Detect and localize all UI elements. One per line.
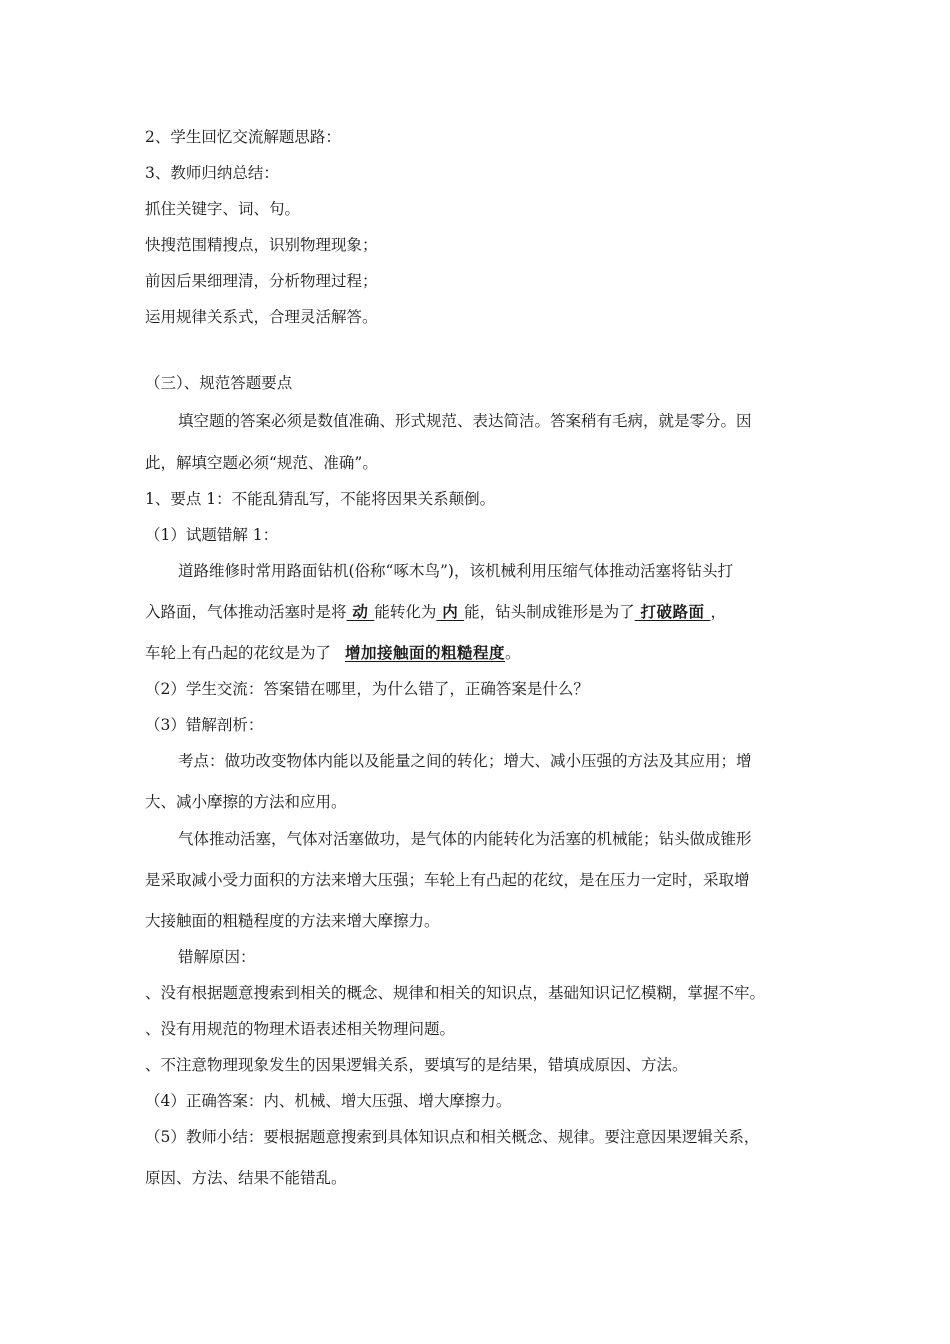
reason-title: 错解原因： [178,948,256,966]
summary-line-4: 运用规律关系式，合理灵活解答。 [145,308,378,326]
explanation-line-3: 大接触面的粗糙程度的方法来增大摩擦力。 [145,912,440,930]
answer-blank-3: 打破路面 [634,603,711,621]
intro-paragraph-line-2: 此，解填空题必须“规范、准确”。 [145,454,378,472]
answer-blank-2: 内 [436,603,465,621]
reason-line-2: 、没有用规范的物理术语表述相关物理问题。 [145,1020,456,1038]
step-3-line: 3、教师归纳总结： [145,164,279,182]
reason-line-1: 、没有根据题意搜索到相关的概念、规律和相关的知识点，基础知识记忆模糊，掌握不牢。 [145,984,766,1002]
question-text: 能，钻头制成锥形是为了 [464,603,635,621]
summary-line-3: 前因后果细理清，分析物理过程； [145,272,378,290]
subheading-3: （3）错解剖析： [145,716,264,734]
question-text: 入路面，气体推动活塞时是将 [145,603,347,621]
step-2-line: 2、学生回忆交流解题思路： [145,128,341,146]
explanation-line-2: 是采取减小受力面积的方法来增大压强；车轮上有凸起的花纹，是在压力一定时，采取增 [145,871,750,889]
subheading-4: （4）正确答案：内、机械、增大压强、增大摩擦力。 [145,1092,512,1110]
question-text: 能转化为 [374,603,437,621]
point-1-heading: 1、要点 1：不能乱猜乱写，不能将因果关系颠倒。 [145,490,496,508]
summary-line-1: 抓住关键字、词、句。 [145,200,301,218]
question-line-3 [145,642,825,664]
key-point-line-2: 大、减小摩擦的方法和应用。 [145,793,347,811]
explanation-line-1: 气体推动活塞，气体对活塞做功，是气体的内能转化为活塞的机械能；钻头做成锥形 [178,830,752,848]
answer-blank-1: 动 [346,603,375,621]
teacher-summary-line-2: 原因、方法、结果不能错乱。 [145,1169,347,1187]
reason-line-3: 、不注意物理现象发生的因果逻辑关系，要填写的是结果，错填成原因、方法。 [145,1056,688,1074]
summary-line-2: 快搜范围精搜点，识别物理现象； [145,236,378,254]
key-point-line-1: 考点：做功改变物体内能以及能量之间的转化；增大、减小压强的方法及其应用；增 [178,752,752,770]
teacher-summary-line-1: （5）教师小结：要根据题意搜索到具体知识点和相关概念、规律。要注意因果逻辑关系， [145,1128,760,1146]
subheading-2: （2）学生交流：答案错在哪里，为什么错了，正确答案是什么？ [145,680,589,698]
subheading-1: （1）试题错解 1： [145,526,279,544]
intro-paragraph-line-1: 填空题的答案必须是数值准确、形式规范、表达简洁。答案稍有毛病，就是零分。因 [178,412,752,430]
question-line-1: 道路维修时常用路面钻机(俗称“啄木鸟”)，该机械利用压缩气体推动活塞将钻头打 [178,562,733,580]
question-text: ， [710,603,726,621]
question-line-2 [145,601,825,623]
section-heading: （三）、规范答题要点 [145,374,293,392]
question-text: 车轮上有凸起的花纹是为了 [145,644,332,662]
answer-blank-4: 增加接触面的粗糙程度 [345,644,506,662]
question-text: 。 [505,644,521,662]
